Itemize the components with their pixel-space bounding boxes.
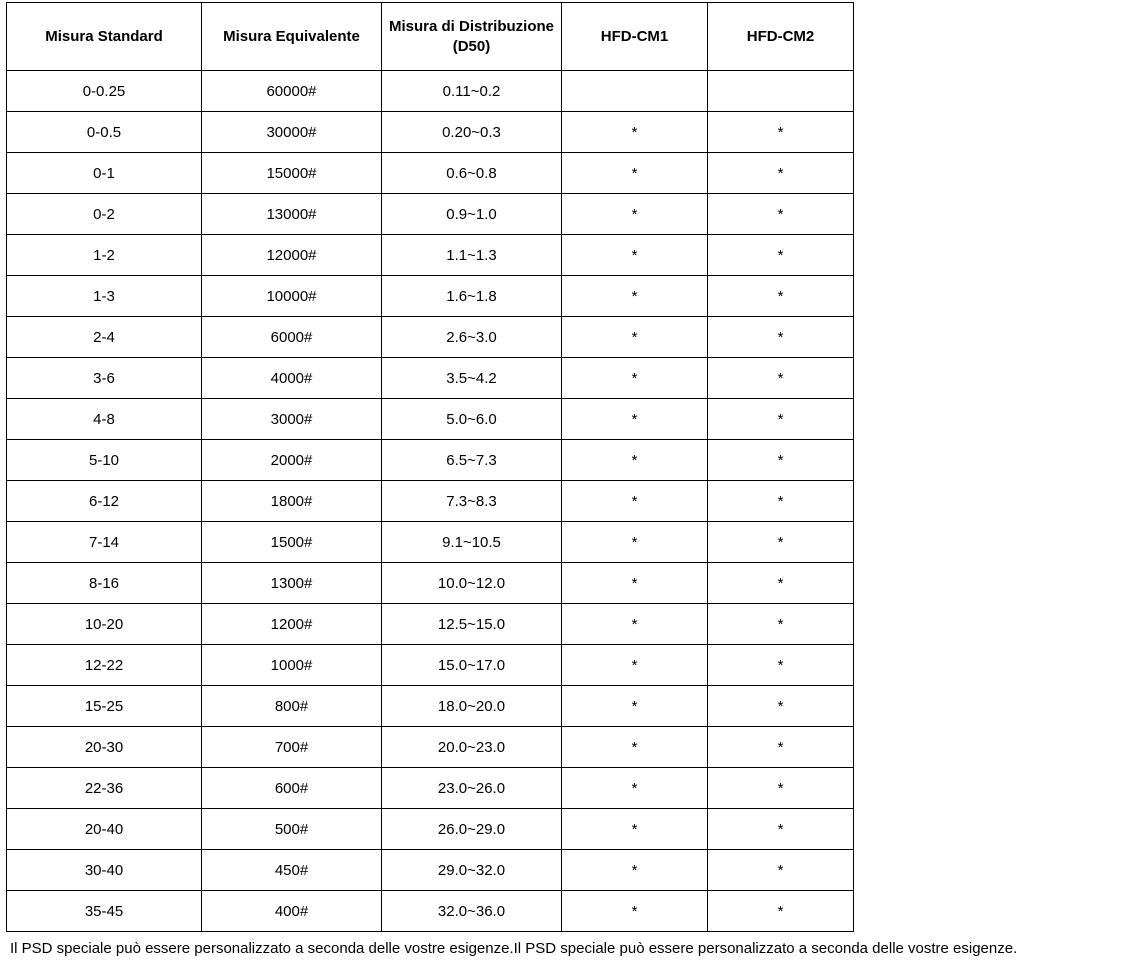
size-spec-table	[6, 2, 854, 932]
cell-hfd-cm1: *	[562, 317, 708, 358]
cell-hfd-cm1: *	[562, 604, 708, 645]
cell-hfd-cm2: *	[708, 891, 854, 932]
cell-hfd-cm2: *	[708, 768, 854, 809]
cell-distribution-size: 1.6~1.8	[382, 276, 562, 317]
cell-hfd-cm1: *	[562, 850, 708, 891]
cell-hfd-cm2: *	[708, 604, 854, 645]
table-row	[7, 891, 854, 932]
cell-hfd-cm2: *	[708, 645, 854, 686]
cell-hfd-cm1: *	[562, 399, 708, 440]
cell-hfd-cm1: *	[562, 440, 708, 481]
cell-standard-size: 22-36	[7, 768, 202, 809]
table-row	[7, 604, 854, 645]
cell-equivalent-size: 60000#	[202, 71, 382, 112]
cell-hfd-cm1: *	[562, 358, 708, 399]
cell-standard-size: 20-40	[7, 809, 202, 850]
cell-hfd-cm1: *	[562, 809, 708, 850]
cell-standard-size: 0-1	[7, 153, 202, 194]
cell-standard-size: 6-12	[7, 481, 202, 522]
cell-hfd-cm2: *	[708, 563, 854, 604]
cell-equivalent-size: 1300#	[202, 563, 382, 604]
cell-equivalent-size: 500#	[202, 809, 382, 850]
cell-distribution-size: 12.5~15.0	[382, 604, 562, 645]
cell-hfd-cm1: *	[562, 153, 708, 194]
cell-hfd-cm1: *	[562, 522, 708, 563]
cell-hfd-cm2: *	[708, 276, 854, 317]
cell-equivalent-size: 450#	[202, 850, 382, 891]
cell-hfd-cm2: *	[708, 522, 854, 563]
cell-standard-size: 10-20	[7, 604, 202, 645]
cell-distribution-size: 3.5~4.2	[382, 358, 562, 399]
cell-equivalent-size: 6000#	[202, 317, 382, 358]
cell-hfd-cm2: *	[708, 481, 854, 522]
cell-hfd-cm2: *	[708, 194, 854, 235]
cell-standard-size: 4-8	[7, 399, 202, 440]
table-row	[7, 235, 854, 276]
cell-hfd-cm2: *	[708, 112, 854, 153]
cell-standard-size: 5-10	[7, 440, 202, 481]
cell-distribution-size: 20.0~23.0	[382, 727, 562, 768]
table-row	[7, 809, 854, 850]
table-row	[7, 727, 854, 768]
table-row	[7, 112, 854, 153]
cell-distribution-size: 6.5~7.3	[382, 440, 562, 481]
footer-note: Il PSD speciale può essere personalizzato a seconda delle vostre esigenze.Il PSD speciale può essere personalizzato a seconda delle vostre esigenze.	[10, 940, 1018, 957]
table-row	[7, 276, 854, 317]
table-row	[7, 399, 854, 440]
cell-distribution-size: 9.1~10.5	[382, 522, 562, 563]
col-header-distribution-size: Misura di Distribuzione (D50)	[382, 3, 562, 71]
cell-standard-size: 35-45	[7, 891, 202, 932]
cell-distribution-size: 10.0~12.0	[382, 563, 562, 604]
table-row	[7, 358, 854, 399]
table-row	[7, 71, 854, 112]
cell-equivalent-size: 600#	[202, 768, 382, 809]
table-row	[7, 522, 854, 563]
cell-equivalent-size: 30000#	[202, 112, 382, 153]
cell-standard-size: 2-4	[7, 317, 202, 358]
cell-hfd-cm1: *	[562, 727, 708, 768]
cell-hfd-cm1: *	[562, 276, 708, 317]
cell-hfd-cm2: *	[708, 727, 854, 768]
cell-distribution-size: 26.0~29.0	[382, 809, 562, 850]
cell-distribution-size: 5.0~6.0	[382, 399, 562, 440]
cell-hfd-cm2: *	[708, 686, 854, 727]
cell-hfd-cm2: *	[708, 440, 854, 481]
cell-hfd-cm1: *	[562, 563, 708, 604]
cell-hfd-cm1: *	[562, 481, 708, 522]
cell-equivalent-size: 1500#	[202, 522, 382, 563]
cell-distribution-size: 0.20~0.3	[382, 112, 562, 153]
cell-distribution-size: 15.0~17.0	[382, 645, 562, 686]
table-row	[7, 317, 854, 358]
cell-standard-size: 1-2	[7, 235, 202, 276]
cell-equivalent-size: 13000#	[202, 194, 382, 235]
cell-equivalent-size: 700#	[202, 727, 382, 768]
cell-equivalent-size: 10000#	[202, 276, 382, 317]
cell-equivalent-size: 12000#	[202, 235, 382, 276]
cell-standard-size: 3-6	[7, 358, 202, 399]
cell-distribution-size: 7.3~8.3	[382, 481, 562, 522]
table-row	[7, 563, 854, 604]
cell-distribution-size: 0.11~0.2	[382, 71, 562, 112]
cell-standard-size: 30-40	[7, 850, 202, 891]
cell-standard-size: 0-2	[7, 194, 202, 235]
cell-standard-size: 15-25	[7, 686, 202, 727]
table-row	[7, 481, 854, 522]
table-body	[7, 71, 854, 932]
table-row	[7, 440, 854, 481]
table-row	[7, 768, 854, 809]
col-header-hfd-cm1: HFD-CM1	[562, 3, 708, 71]
table-row	[7, 194, 854, 235]
cell-hfd-cm1: *	[562, 686, 708, 727]
cell-distribution-size: 0.9~1.0	[382, 194, 562, 235]
cell-distribution-size: 18.0~20.0	[382, 686, 562, 727]
cell-hfd-cm1: *	[562, 645, 708, 686]
cell-equivalent-size: 15000#	[202, 153, 382, 194]
cell-standard-size: 1-3	[7, 276, 202, 317]
cell-hfd-cm1	[562, 71, 708, 112]
cell-hfd-cm1: *	[562, 768, 708, 809]
cell-hfd-cm1: *	[562, 194, 708, 235]
cell-equivalent-size: 3000#	[202, 399, 382, 440]
cell-hfd-cm1: *	[562, 112, 708, 153]
cell-equivalent-size: 400#	[202, 891, 382, 932]
cell-standard-size: 0-0.25	[7, 71, 202, 112]
cell-equivalent-size: 1800#	[202, 481, 382, 522]
col-header-standard-size: Misura Standard	[7, 3, 202, 71]
table-row	[7, 686, 854, 727]
table-row	[7, 850, 854, 891]
cell-distribution-size: 32.0~36.0	[382, 891, 562, 932]
cell-equivalent-size: 1200#	[202, 604, 382, 645]
cell-hfd-cm2	[708, 71, 854, 112]
cell-equivalent-size: 2000#	[202, 440, 382, 481]
cell-distribution-size: 29.0~32.0	[382, 850, 562, 891]
cell-hfd-cm2: *	[708, 399, 854, 440]
cell-standard-size: 0-0.5	[7, 112, 202, 153]
cell-distribution-size: 2.6~3.0	[382, 317, 562, 358]
cell-standard-size: 20-30	[7, 727, 202, 768]
cell-hfd-cm2: *	[708, 809, 854, 850]
cell-hfd-cm2: *	[708, 358, 854, 399]
cell-distribution-size: 1.1~1.3	[382, 235, 562, 276]
cell-equivalent-size: 4000#	[202, 358, 382, 399]
table-row	[7, 645, 854, 686]
cell-equivalent-size: 800#	[202, 686, 382, 727]
cell-distribution-size: 0.6~0.8	[382, 153, 562, 194]
cell-hfd-cm2: *	[708, 153, 854, 194]
cell-hfd-cm1: *	[562, 891, 708, 932]
col-header-hfd-cm2: HFD-CM2	[708, 3, 854, 71]
cell-standard-size: 7-14	[7, 522, 202, 563]
cell-hfd-cm1: *	[562, 235, 708, 276]
cell-hfd-cm2: *	[708, 317, 854, 358]
cell-standard-size: 12-22	[7, 645, 202, 686]
cell-hfd-cm2: *	[708, 850, 854, 891]
cell-standard-size: 8-16	[7, 563, 202, 604]
cell-distribution-size: 23.0~26.0	[382, 768, 562, 809]
header-row	[7, 3, 854, 71]
table-row	[7, 153, 854, 194]
cell-hfd-cm2: *	[708, 235, 854, 276]
col-header-equivalent-size: Misura Equivalente	[202, 3, 382, 71]
cell-equivalent-size: 1000#	[202, 645, 382, 686]
